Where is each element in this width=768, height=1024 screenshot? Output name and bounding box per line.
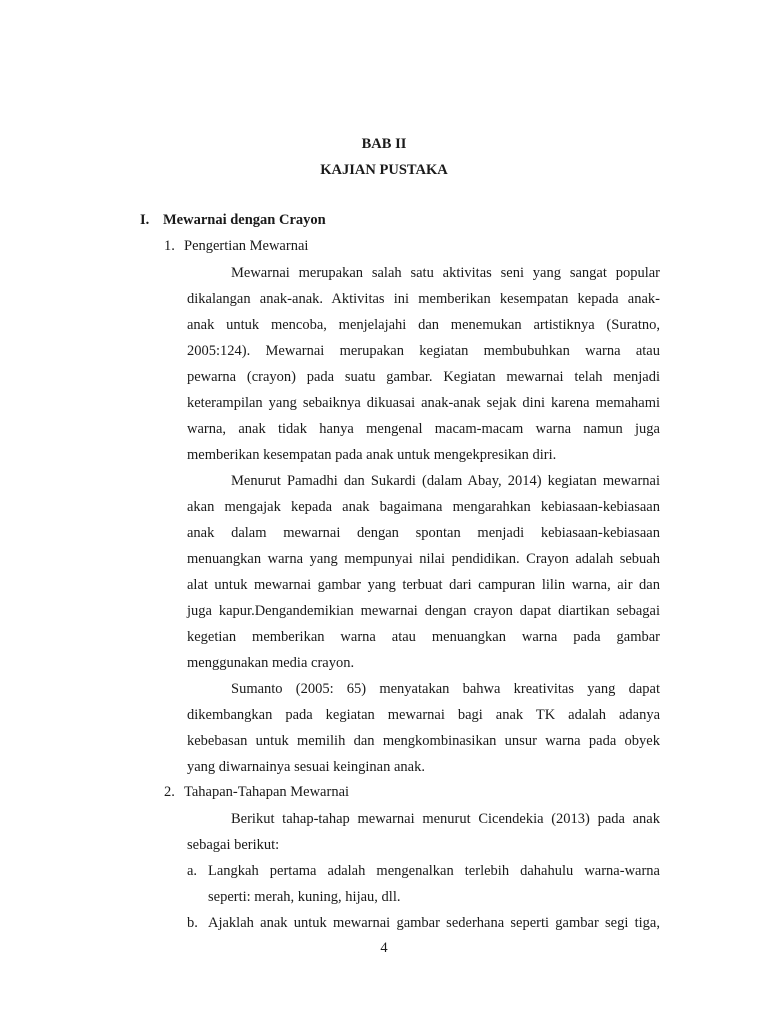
paragraph-line: menggunakan media crayon.	[187, 655, 355, 671]
paragraph-line: akan mengajak kepada anak bagaimana mengarahkan kebiasaan-kebiasaan	[187, 499, 660, 515]
chapter-label: BAB II	[361, 136, 407, 152]
paragraph-line: Berikut tahap-tahap mewarnai menurut Cicendekia (2013) pada anak	[231, 811, 660, 827]
subsection-2-number: 2.	[164, 784, 175, 800]
paragraph-line: kebebasan untuk memilih dan mengkombinasikan unsur warna pada obyek	[187, 733, 660, 749]
paragraph-line: Mewarnai merupakan salah satu aktivitas seni yang sangat popular	[231, 265, 660, 281]
paragraph-line: alat untuk mewarnai gambar yang terbuat dari campuran lilin warna, air dan	[187, 577, 660, 593]
paragraph-line: anak untuk mencoba, menjelajahi dan menemukan artistiknya (Suratno,	[187, 317, 660, 333]
page-number: 4	[380, 940, 388, 956]
paragraph-line: keterampilan yang sebaiknya dikuasai anak-anak sejak dini karena memahami	[187, 395, 660, 411]
list-marker-b: b.	[187, 915, 198, 931]
section-number: I.	[140, 212, 150, 228]
paragraph-line: menuangkan warna yang mempunyai nilai pendidikan. Crayon adalah sebuah	[187, 551, 660, 567]
paragraph-line: 2005:124). Mewarnai merupakan kegiatan membubuhkan warna atau	[187, 343, 660, 359]
list-item-line: Langkah pertama adalah mengenalkan terlebih dahahulu warna-warna	[208, 863, 660, 879]
subsection-1-number: 1.	[164, 238, 175, 254]
subsection-1-title: Pengertian Mewarnai	[184, 238, 309, 254]
section-title: Mewarnai dengan Crayon	[163, 212, 326, 228]
paragraph-line: Sumanto (2005: 65) menyatakan bahwa kreativitas yang dapat	[231, 681, 660, 697]
paragraph-line: Menurut Pamadhi dan Sukardi (dalam Abay, 2014) kegiatan mewarnai	[231, 473, 660, 489]
paragraph-line: warna, anak tidak hanya mengenal macam-macam warna namun juga	[187, 421, 660, 437]
paragraph-line: anak dalam mewarnai dengan spontan menjadi kebiasaan-kebiasaan	[187, 525, 660, 541]
list-item-line: Ajaklah anak untuk mewarnai gambar sederhana seperti gambar segi tiga,	[208, 915, 660, 931]
chapter-title: KAJIAN PUSTAKA	[320, 162, 448, 178]
paragraph-line: memberikan kesempatan pada anak untuk mengekpresikan diri.	[187, 447, 557, 463]
paragraph-line: juga kapur.Dengandemikian mewarnai dengan crayon dapat diartikan sebagai	[187, 603, 660, 619]
paragraph-line: sebagai berikut:	[187, 837, 280, 853]
paragraph-line: kegetian memberikan warna atau menuangkan warna pada gambar	[187, 629, 660, 645]
paragraph-line: yang diwarnainya sesuai keinginan anak.	[187, 759, 425, 775]
list-item-line: seperti: merah, kuning, hijau, dll.	[208, 889, 401, 905]
paragraph-line: dikalangan anak-anak. Aktivitas ini memberikan kesempatan kepada anak-	[187, 291, 660, 307]
list-marker-a: a.	[187, 863, 198, 879]
paragraph-line: dikembangkan pada kegiatan mewarnai bagi anak TK adalah adanya	[187, 707, 660, 723]
subsection-2-title: Tahapan-Tahapan Mewarnai	[184, 784, 350, 800]
paragraph-line: pewarna (crayon) pada suatu gambar. Kegiatan mewarnai telah menjadi	[187, 369, 660, 385]
